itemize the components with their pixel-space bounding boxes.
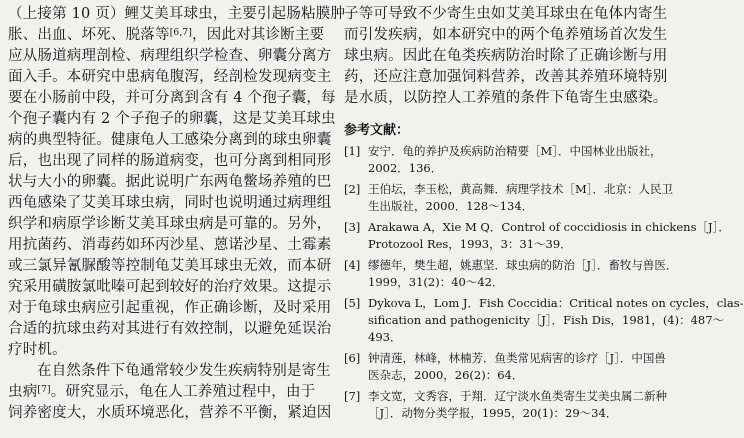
reference-line: 医杂志，2000，26(2)：64． (368, 368, 524, 382)
body-line (8, 25, 338, 46)
body-line: 或三氯异氰脲酸等控制龟艾美耳球虫无效，而本研 (8, 258, 332, 274)
reference-line: 缪德年，樊生超，姚惠坚．球虫病的防治［J］．畜牧与兽医． (368, 258, 678, 272)
body-line: 球虫病。因此在龟类疾病防治时除了正确诊断与用 (344, 48, 668, 64)
body-line: 对于龟球虫病应引起重视，作正确诊断，及时采用 (8, 300, 332, 316)
paragraph-first-line: 在自然条件下龟通常较少发生疾病特别是寄生 (37, 363, 331, 379)
body-line: 是水质，以防控人工养殖的条件下龟寄生虫感染。 (344, 90, 668, 106)
reference-line: Dykova L，Lom J．Fish Coccidia：Critical notes on cycles，clas- (368, 296, 744, 310)
body-line: 要在小肠前中段，并可分离到含有 4 个孢子囊，每 (8, 90, 336, 106)
reference-text (368, 143, 666, 177)
body-line: 状与大小的卵囊。据此说明广东两龟鳖场养殖的巴 (8, 174, 332, 190)
body-line: 合适的抗球虫药对其进行有效控制，以避免延误治 (8, 321, 332, 337)
body-line-text: 。研究显示，龟在人工养殖过程中，由于 (50, 384, 316, 400)
reference-line: 493． (368, 330, 402, 344)
body-line: 用抗菌药、消毒药如环丙沙星、蒽诺沙星、土霉素 (8, 237, 332, 253)
reference-text (368, 181, 673, 215)
body-line: 应从肠道病理剖检、病理组织学检查、卵囊分离方 (8, 48, 332, 64)
reference-number: [1] (344, 144, 361, 158)
body-line: 面入手。本研究中患病龟腹泻，经剖检发现病变主 (8, 69, 332, 85)
reference-line: Protozool Res，1993，3：31～39． (368, 237, 572, 251)
reference-line: 王伯坛，李玉松，黄高舞．病理学技术［M］．北京：人民卫 (368, 182, 674, 196)
reference-number: [4] (344, 258, 361, 272)
body-line: 织学和病原学诊断艾美耳球虫病是可靠的。另外， (8, 216, 332, 232)
reference-item (344, 143, 666, 177)
reference-line: ［J］．动物分类学报，1995，20(1)：29～34． (368, 406, 618, 420)
reference-number: [6] (344, 351, 361, 365)
reference-text (368, 219, 730, 253)
left-column (8, 4, 346, 424)
reference-text (368, 257, 677, 291)
reference-item (344, 350, 666, 384)
reference-item (344, 295, 744, 346)
body-line: 药，还应注意加强饲料营养，改善其养殖环境特别 (344, 69, 668, 85)
reference-line: 生出版社，2000．128～134． (368, 199, 534, 213)
body-line (8, 382, 338, 403)
reference-line: sification and pathogenicity［J］．Fish Dis，1981，(4)：487～ (368, 313, 725, 327)
reference-number: [3] (344, 220, 361, 234)
reference-text (368, 388, 667, 422)
reference-text (368, 350, 666, 384)
body-line-text: ，因此对其诊断主要 (192, 27, 325, 43)
reference-line: 1999，31(2)：40～42． (368, 275, 504, 289)
reference-line: Arakawa A，Xie M Q．Control of coccidiosis in chickens［J］． (368, 220, 730, 234)
reference-item (344, 219, 730, 253)
body-line: 病的典型特征。健康龟人工感染分离到的球虫卵囊 (8, 132, 332, 148)
body-line: 西龟感染了艾美耳球虫病，同时也说明通过病理组 (8, 195, 332, 211)
citation-superscript: [7] (37, 385, 51, 395)
citation-superscript: [6,7] (169, 28, 193, 38)
body-line: 后，也出现了同样的肠道病变，也可分离到相同形 (8, 153, 332, 169)
body-line-text: 胀、出血、坏死、脱落等 (8, 27, 170, 43)
reference-number: [7] (344, 389, 361, 403)
reference-item (344, 257, 678, 291)
body-line: 疗时机。 (8, 342, 67, 358)
body-line: （上接第 10 页）鲤艾美耳球虫，主要引起肠粘膜肿 (8, 6, 346, 22)
body-line-text: 虫病 (8, 384, 38, 400)
body-line: 饲养密度大，水质环境恶化，营养不平衡，紧迫因 (8, 405, 332, 421)
references-heading: 参考文献： (344, 123, 410, 138)
body-line: 子等可导致不少寄生虫如艾美耳球虫在龟体内寄生 (344, 6, 668, 22)
reference-text (368, 295, 744, 346)
reference-number: [5] (344, 296, 361, 310)
reference-item (344, 181, 674, 215)
reference-line: 2002．136． (368, 161, 443, 175)
body-line: 而引发疾病，如本研究中的两个龟养殖场首次发生 (344, 27, 668, 43)
right-column (344, 4, 744, 422)
reference-number: [2] (344, 182, 361, 196)
body-line: 个孢子囊内有 2 个子孢子的卵囊，这是艾美耳球虫 (8, 111, 336, 127)
reference-line: 安宁．龟的养护及疾病防治精要［M］．中国林业出版社， (368, 144, 662, 158)
reference-item (344, 388, 666, 422)
reference-line: 李文宽，文秀容，于翔．辽宁淡水鱼类寄生艾美虫属二新种 (368, 389, 667, 403)
body-line: 究采用磺胺氯吡嗪可起到较好的治疗效果。这提示 (8, 279, 332, 295)
reference-line: 钟清莲，林峰，林楠芳．鱼类常见病害的诊疗［J］．中国兽 (368, 351, 666, 365)
